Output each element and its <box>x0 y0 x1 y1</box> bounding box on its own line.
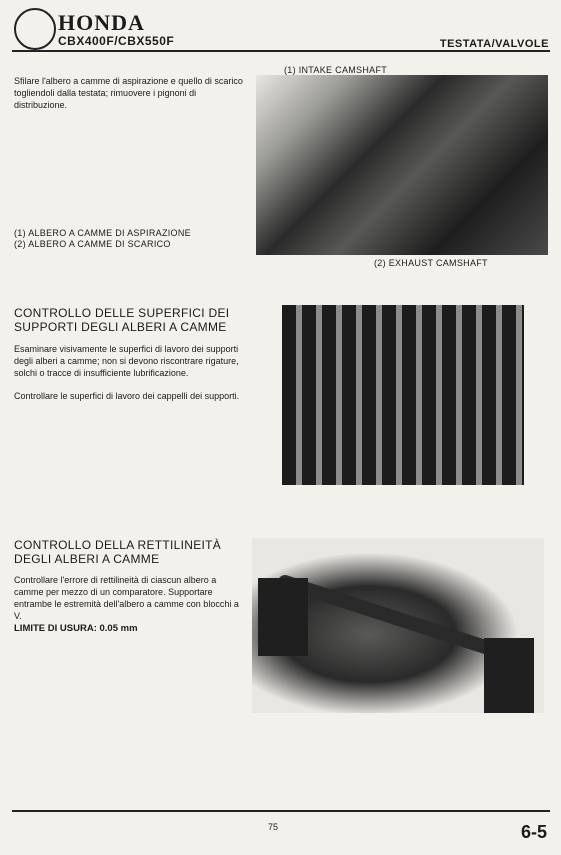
section3-body: Controllare l'errore di rettilineità di ciascun albero a camme per mezzo di un comparatore. Supportare entrambe le estremità dell'albero a camme con blocchi a V. <box>14 575 239 621</box>
cylinder-head-photo <box>282 305 524 485</box>
legend-intake: (1) ALBERO A CAMME DI ASPIRAZIONE <box>14 228 191 238</box>
exhaust-callout: (2) EXHAUST CAMSHAFT <box>374 258 488 268</box>
intake-callout: (1) INTAKE CAMSHAFT <box>284 65 388 75</box>
model-name: CBX400F/CBX550F <box>58 34 175 48</box>
legend-exhaust: (2) ALBERO A CAMME DI SCARICO <box>14 239 171 249</box>
section2-body-2: Controllare le superfici di lavoro dei cappelli dei supporti. <box>14 391 240 401</box>
section2-body: Esaminare visivamente le superfici di lavoro dei supporti degli alberi a camme; non si devono riscontrare rigature, solchi o tracce di insufficiente lubrificazione. <box>14 344 239 378</box>
v-block-left <box>258 578 308 656</box>
brand-name: HONDA <box>58 10 145 35</box>
wear-limit: LIMITE DI USURA: 0.05 mm <box>14 623 138 634</box>
section-title: TESTATA/VALVOLE <box>439 38 549 50</box>
dial-gauge-photo <box>252 538 544 713</box>
section3-title: CONTROLLO DELLA RETTILINEITÀ DEGLI ALBERI A CAMME <box>14 538 222 566</box>
footer-divider <box>12 810 550 812</box>
header-divider <box>12 50 550 52</box>
honda-wing-logo <box>14 8 56 50</box>
camshaft-photo <box>256 75 548 255</box>
section2-title: CONTROLLO DELLE SUPERFICI DEI SUPPORTI DEGLI ALBERI A CAMME <box>14 306 230 334</box>
intro-text: Sfilare l'albero a camme di aspirazione e quello di scarico togliendoli dalla testata; rimuovere i pignoni di distribuzione. <box>14 76 243 110</box>
page-code: 6-5 <box>520 822 547 842</box>
page-number: 75 <box>268 822 279 832</box>
v-block-right <box>484 638 534 713</box>
